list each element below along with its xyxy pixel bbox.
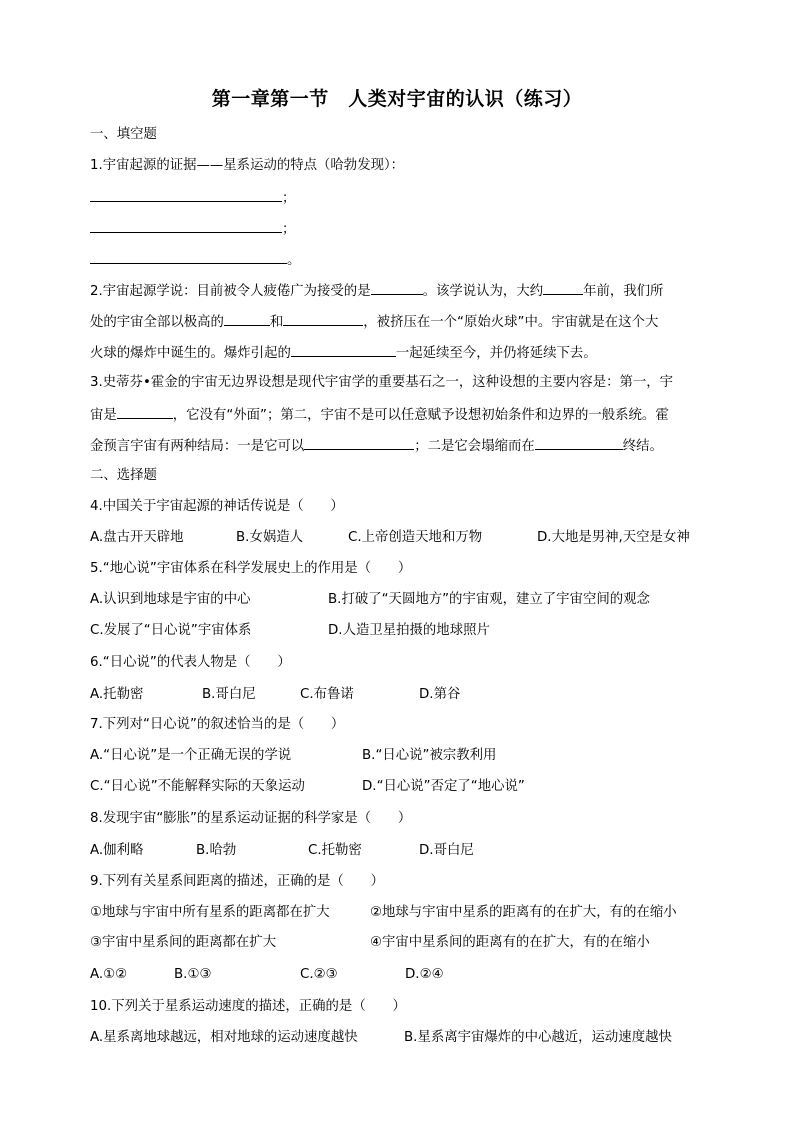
q9-option-c[interactable]: C.②③ [300, 967, 338, 982]
q8-option-c[interactable]: C.托勒密 [308, 843, 362, 858]
q9-statement-4: ④宇宙中星系间的距离有的在扩大，有的在缩小 [370, 935, 650, 950]
question-2-line-2: 处的宇宙全部以极高的 和 ，被挤压在一个“原始火球”中。宇宙就是在这个大 [90, 312, 658, 332]
q9-statement-2: ②地球与宇宙中星系的距离有的在扩大，有的在缩小 [370, 905, 677, 920]
answer-blank[interactable] [224, 312, 270, 326]
answer-blank[interactable] [283, 312, 363, 326]
q4-option-d[interactable]: D.大地是男神,天空是女神 [537, 530, 690, 545]
question-1-stem: 1.宇宙起源的证据——星系运动的特点（哈勃发现）： [90, 158, 405, 173]
q8-option-b[interactable]: B.哈勃 [196, 843, 237, 858]
question-7-stem: 7.下列对“日心说”的叙述恰当的是（ ） [90, 717, 345, 732]
question-1-line-2: ； [90, 219, 295, 239]
q4-option-a[interactable]: A.盘古开天辟地 [90, 530, 184, 545]
section-heading-multiple-choice: 二、选择题 [90, 468, 157, 483]
q5-option-a[interactable]: A.认识到地球是宇宙的中心 [90, 592, 251, 607]
q9-option-a[interactable]: A.①② [90, 967, 128, 982]
question-1-line-1: ； [90, 188, 295, 208]
q5-option-c[interactable]: C.发展了“日心说”宇宙体系 [90, 623, 252, 638]
question-10-stem: 10.下列关于星系运动速度的描述，正确的是（ ） [90, 999, 406, 1014]
question-4-stem: 4.中国关于宇宙起源的神话传说是（ ） [90, 499, 344, 514]
q7-option-c[interactable]: C.“日心说”不能解释实际的天象运动 [90, 779, 305, 794]
question-3-line-3: 金预言宇宙有两种结局：一是它可以 ；二是它会塌缩而在 终结。 [90, 436, 663, 456]
answer-blank[interactable] [371, 281, 423, 295]
q7-option-d[interactable]: D.“日心说”否定了“地心说” [362, 779, 525, 794]
q6-option-c[interactable]: C.布鲁诺 [300, 687, 354, 702]
q7-option-a[interactable]: A.“日心说”是一个正确无误的学说 [90, 748, 292, 763]
question-2-line-1: 2.宇宙起源学说：目前被令人疲倦广为接受的是 。该学说认为，大约 年前，我们所 [90, 281, 663, 301]
q10-option-b[interactable]: B.星系离宇宙爆炸的中心越近，运动速度越快 [404, 1030, 672, 1045]
q5-option-d[interactable]: D.人造卫星拍摄的地球照片 [328, 623, 490, 638]
answer-blank[interactable] [90, 219, 282, 233]
question-3-line-2: 宙是 ，它没有“外面”；第二，宇宙不是可以任意赋予设想初始条件和边界的一般系统。霍 [90, 405, 669, 425]
q4-option-c[interactable]: C.上帝创造天地和万物 [348, 530, 483, 545]
q9-statement-3: ③宇宙中星系间的距离都在扩大 [90, 935, 277, 950]
q9-option-b[interactable]: B.①③ [174, 967, 212, 982]
question-5-stem: 5.“地心说”宇宙体系在科学发展史上的作用是（ ） [90, 561, 412, 576]
question-1-line-3: 。 [90, 250, 300, 270]
q6-option-d[interactable]: D.第谷 [419, 687, 461, 702]
q8-option-a[interactable]: A.伽利略 [90, 843, 144, 858]
question-6-stem: 6.“日心说”的代表人物是（ ） [90, 655, 291, 670]
page-title: 第一章第一节 人类对宇宙的认识（练习） [211, 88, 583, 110]
answer-blank[interactable] [90, 188, 282, 202]
section-heading-fill-in: 一、填空题 [90, 127, 157, 142]
q7-option-b[interactable]: B.“日心说”被宗教利用 [362, 748, 497, 763]
answer-blank[interactable] [117, 405, 173, 419]
answer-blank[interactable] [304, 436, 414, 450]
q9-statement-1: ①地球与宇宙中所有星系的距离都在扩大 [90, 905, 330, 920]
question-2-line-3: 火球的爆炸中诞生的。爆炸引起的 一起延续至今，并仍将延续下去。 [90, 343, 597, 363]
question-9-stem: 9.下列有关星系间距离的描述，正确的是（ ） [90, 874, 384, 889]
q6-option-b[interactable]: B.哥白尼 [202, 687, 256, 702]
q10-option-a[interactable]: A.星系离地球越远，相对地球的运动速度越快 [90, 1030, 358, 1045]
q9-option-d[interactable]: D.②④ [405, 967, 444, 982]
answer-blank[interactable] [535, 436, 623, 450]
answer-blank[interactable] [291, 343, 396, 357]
q8-option-d[interactable]: D.哥白尼 [419, 843, 474, 858]
question-8-stem: 8.发现宇宙“膨胀”的星系运动证据的科学家是（ ） [90, 811, 412, 826]
question-3-line-1: 3.史蒂芬•霍金的宇宙无边界设想是现代宇宙学的重要基石之一，这种设想的主要内容是：第一，宇 [90, 375, 674, 390]
answer-blank[interactable] [90, 250, 287, 264]
q5-option-b[interactable]: B.打破了“天圆地方”的宇宙观，建立了宇宙空间的观念 [328, 592, 650, 607]
answer-blank[interactable] [543, 281, 583, 295]
q6-option-a[interactable]: A.托勒密 [90, 687, 144, 702]
q4-option-b[interactable]: B.女娲造人 [236, 530, 304, 545]
